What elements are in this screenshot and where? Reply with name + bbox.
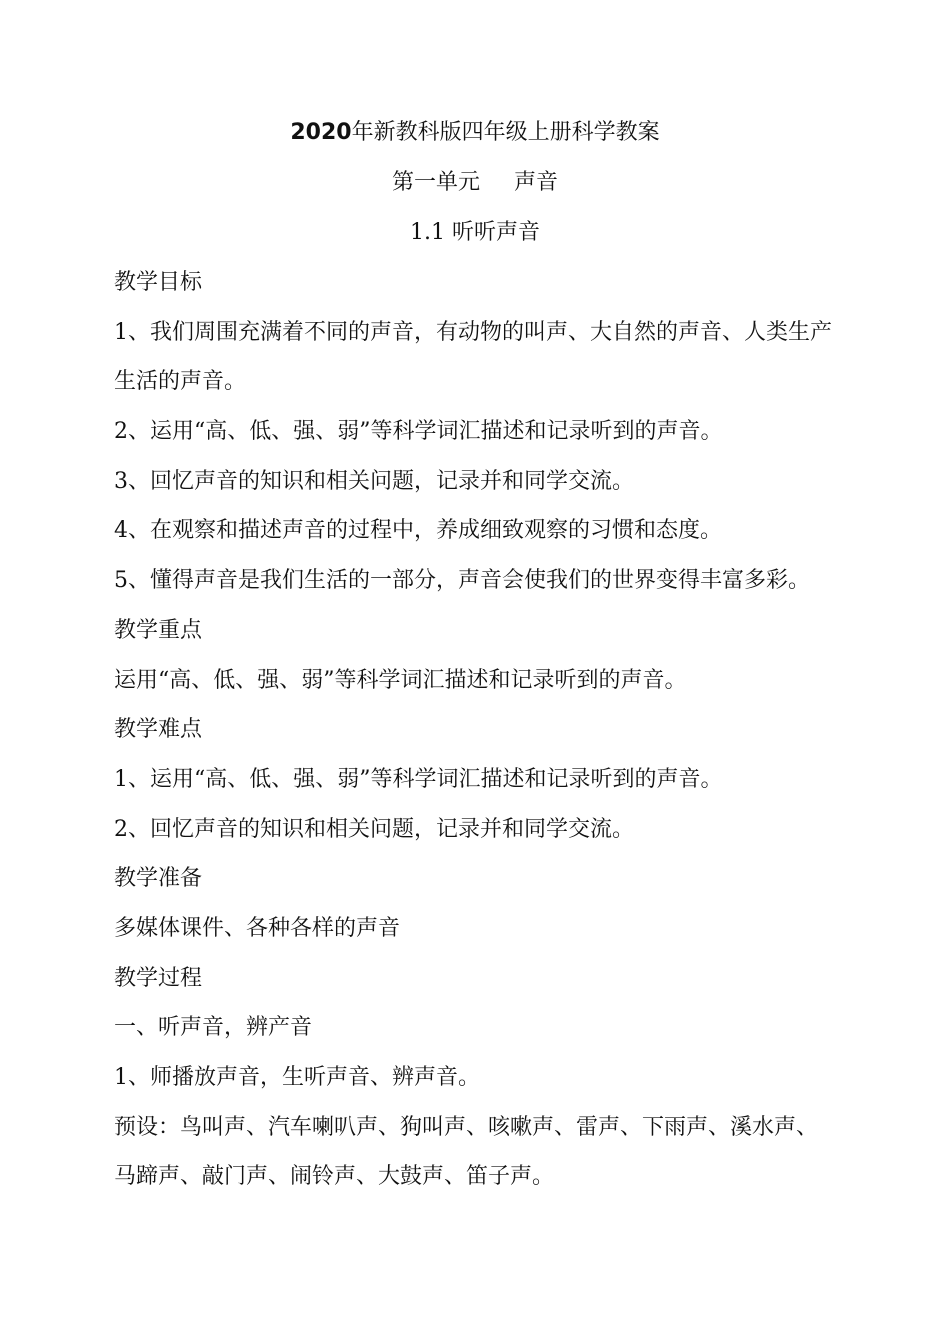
document-body	[114, 268, 854, 1212]
unit-name: 声音	[514, 170, 559, 195]
lesson-title: 1.1 听听声音	[410, 220, 540, 245]
text-line: 教学目标	[114, 270, 203, 295]
text-line: 1、运用“高、低、强、弱”等科学词汇描述和记录听到的声音。	[114, 766, 723, 792]
text-line: 2、运用“高、低、强、弱”等科学词汇描述和记录听到的声音。	[114, 419, 723, 445]
text-line: 5、懂得声音是我们生活的一部分，声音会使我们的世界变得丰富多彩。	[114, 568, 810, 594]
text-line: 教学准备	[114, 866, 203, 892]
text-line: 马蹄声、敲门声、闹铃声、大鼓声、笛子声。	[114, 1164, 555, 1190]
lesson-heading	[0, 218, 950, 248]
document-title	[0, 118, 950, 148]
text-line: 一、听声音，辨产音	[114, 1015, 313, 1041]
text-line: 教学过程	[114, 965, 203, 991]
text-line: 教学重点	[114, 617, 203, 643]
text-line: 预设：鸟叫声、汽车喇叭声、狗叫声、咳嗽声、雷声、下雨声、溪水声、	[114, 1114, 819, 1140]
text-line: 3、回忆声音的知识和相关问题，记录并和同学交流。	[114, 468, 634, 494]
text-line: 生活的声音。	[114, 369, 247, 395]
text-line: 运用“高、低、强、弱”等科学词汇描述和记录听到的声音。	[114, 667, 687, 693]
text-line: 1、师播放声音，生听声音、辨声音。	[114, 1065, 480, 1090]
text-line: 4、在观察和描述声音的过程中，养成细致观察的习惯和态度。	[114, 518, 722, 544]
text-line: 1、我们周围充满着不同的声音，有动物的叫声、大自然的声音、人类生产	[114, 319, 832, 345]
unit-heading	[0, 168, 950, 198]
unit-label: 第一单元	[391, 170, 480, 195]
title-text: 年新教科版四年级上册科学教案	[351, 120, 660, 145]
text-line: 教学难点	[114, 717, 203, 743]
text-line: 多媒体课件、各种各样的声音	[114, 915, 401, 941]
title-year: 2020	[290, 120, 352, 145]
text-line: 2、回忆声音的知识和相关问题，记录并和同学交流。	[114, 816, 634, 842]
